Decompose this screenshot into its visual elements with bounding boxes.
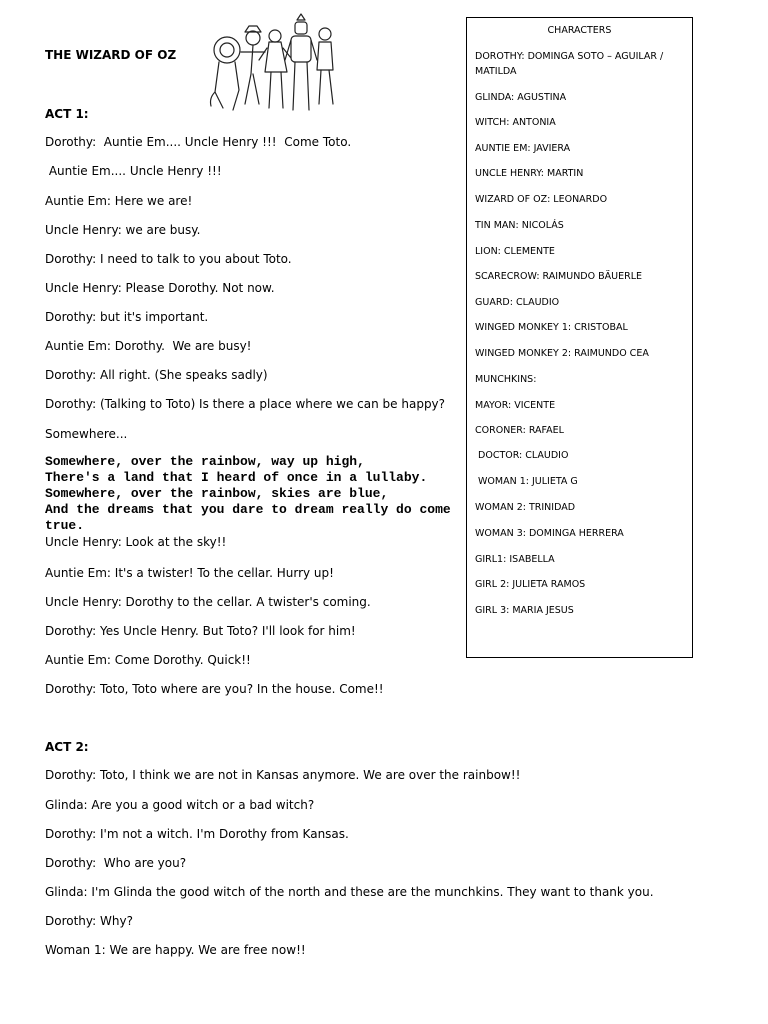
cast-item: GIRL 3: MARIA JESUS [475,605,574,616]
characters-box [466,17,693,658]
script-line: Dorothy: (Talking to Toto) Is there a place where we can be happy? [45,397,446,411]
cast-item: GIRL1: ISABELLA [475,554,555,565]
act1-heading: ACT 1: [45,107,89,121]
script-line: Dorothy: I need to talk to you about Toto. [45,252,292,266]
cast-item: WOMAN 2: TRINIDAD [475,502,576,513]
script-line: Auntie Em: Here we are! [45,194,193,208]
script-line: Dorothy: All right. (She speaks sadly) [45,368,268,382]
cast-item: UNCLE HENRY: MARTIN [475,168,584,179]
cast-item: WIZARD OF OZ: LEONARDO [475,194,608,205]
cast-item: MAYOR: VICENTE [475,400,556,411]
script-line: Uncle Henry: we are busy. [45,223,201,237]
cast-item: MUNCHKINS: [475,374,537,385]
script-line: Somewhere... [45,427,128,441]
script-line: Dorothy: I'm not a witch. I'm Dorothy from Kansas. [45,827,349,841]
cast-item: WOMAN 1: JULIETA G [475,476,578,487]
cast-item: AUNTIE EM: JAVIERA [475,143,571,154]
cast-item: SCARECROW: RAIMUNDO BÄUERLE [475,271,642,282]
document-title: THE WIZARD OF OZ [45,48,177,62]
script-line: Dorothy: Who are you? [45,856,187,870]
script-line: Auntie Em: It's a twister! To the cellar. Hurry up! [45,566,334,580]
act2-heading: ACT 2: [45,740,89,754]
cast-item: GUARD: CLAUDIO [475,297,560,308]
cast-item: WITCH: ANTONIA [475,117,556,128]
script-line: Uncle Henry: Please Dorothy. Not now. [45,281,275,295]
script-line: Dorothy: Auntie Em.... Uncle Henry !!! Come Toto. [45,135,352,149]
script-line: Glinda: Are you a good witch or a bad witch? [45,798,315,812]
script-line: Dorothy: Why? [45,914,133,928]
cast-item: LION: CLEMENTE [475,246,555,257]
script-line: Uncle Henry: Dorothy to the cellar. A twister's coming. [45,595,371,609]
script-line: Dorothy: Toto, Toto where are you? In the house. Come!! [45,682,384,696]
script-line: Uncle Henry: Look at the sky!! [45,535,227,549]
wizard-of-oz-characters-illustration-icon [205,12,340,120]
script-line: Dorothy: but it's important. [45,310,209,324]
cast-item: DOROTHY: DOMINGA SOTO – AGUILAR / MATILDA [475,51,664,77]
script-line: Auntie Em: Dorothy. We are busy! [45,339,252,353]
cast-item: GIRL 2: JULIETA RAMOS [475,579,586,590]
script-line: Dorothy: Toto, I think we are not in Kansas anymore. We are over the rainbow!! [45,768,521,782]
cast-item: CORONER: RAFAEL [475,425,564,436]
cast-item: WINGED MONKEY 1: CRISTOBAL [475,322,628,333]
script-line: Woman 1: We are happy. We are free now!! [45,943,306,957]
script-line: Glinda: I'm Glinda the good witch of the north and these are the munchkins. They want to thank you. [45,885,654,899]
cast-item: GLINDA: AGUSTINA [475,92,567,103]
cast-item: WOMAN 3: DOMINGA HERRERA [475,528,624,539]
script-line: Auntie Em: Come Dorothy. Quick!! [45,653,251,667]
cast-item: WINGED MONKEY 2: RAIMUNDO CEA [475,348,649,359]
script-line: Auntie Em.... Uncle Henry !!! [45,164,222,178]
characters-heading: CHARACTERS [547,25,612,36]
song-lyrics: Somewhere, over the rainbow, way up high, There's a land that I heard of once in a lullaby. Somewhere, over the rainbow, skies are blue, And the dreams that you dare to dream really do come true. [45,454,451,533]
cast-item: DOCTOR: CLAUDIO [475,450,569,461]
script-line: Dorothy: Yes Uncle Henry. But Toto? I'll look for him! [45,624,356,638]
cast-item: TIN MAN: NICOLÁS [475,220,564,231]
